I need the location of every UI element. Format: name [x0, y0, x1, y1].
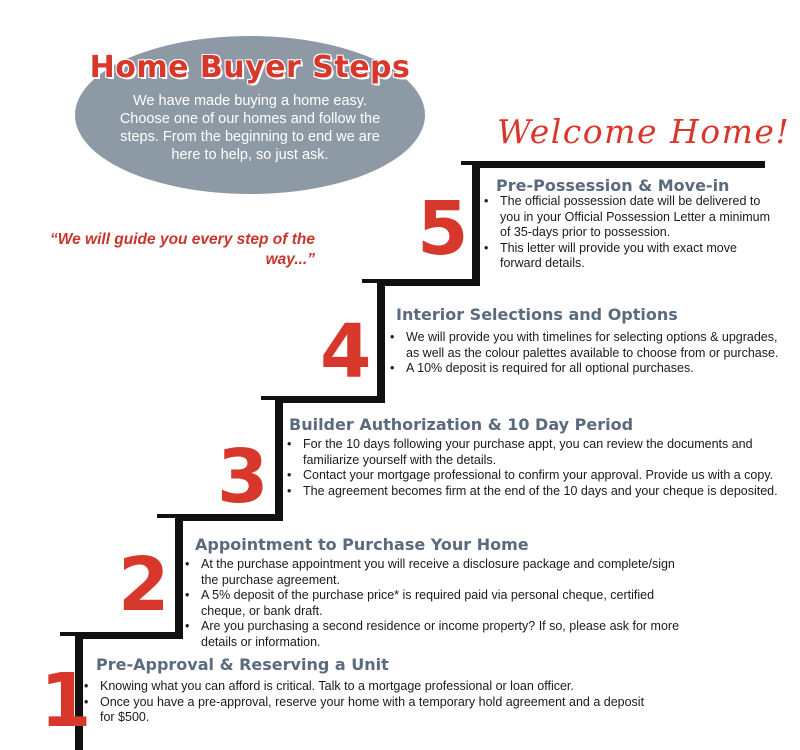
- intro-text: We have made buying a home easy. Choose one of our homes and follow the steps. From the beginning to end we are here to help, so just ask.: [119, 93, 381, 163]
- list-item: • Knowing what you can afford is critical. Talk to a mortgage professional or loan officer.: [82, 679, 662, 695]
- list-item: • At the purchase appointment you will receive a disclosure package and complete/sign the purchase agreement.: [183, 557, 683, 588]
- step-title-1: Pre-Approval & Reserving a Unit: [96, 655, 389, 674]
- step-title-3: Builder Authorization & 10 Day Period: [289, 415, 634, 434]
- step-title-2: Appointment to Purchase Your Home: [195, 535, 529, 554]
- step-bullets-3: [285, 437, 785, 499]
- list-item: • We will provide you with timelines for selecting options & upgrades, as well as the colour palettes available to choose from or purchase.: [388, 330, 788, 361]
- step-title-5: Pre-Possession & Move-in: [496, 176, 730, 195]
- list-item: • A 10% deposit is required for all optional purchases.: [388, 361, 788, 377]
- list-item: • The official possession date will be delivered to you in your Official Possession Letter a minimum of 35-days prior to possession.: [482, 194, 782, 241]
- step-number-3: 3: [217, 434, 269, 520]
- step-bullets-4: [388, 330, 788, 377]
- welcome-heading: Welcome Home!: [497, 112, 791, 151]
- step-title-4: Interior Selections and Options: [396, 305, 678, 324]
- list-item: • A 5% deposit of the purchase price* is required paid via personal cheque, certified cheque, or bank draft.: [183, 588, 683, 619]
- list-item: • The agreement becomes firm at the end of the 10 days and your cheque is deposited.: [285, 484, 785, 500]
- page-title: Home Buyer Steps: [89, 50, 411, 85]
- step-number-1: 1: [40, 658, 92, 744]
- step-bullets-5: [482, 194, 782, 272]
- list-item: • Once you have a pre-approval, reserve your home with a temporary hold agreement and a deposit for $500.: [82, 695, 662, 726]
- list-item: • Contact your mortgage professional to confirm your approval. Provide us with a copy.: [285, 468, 785, 484]
- step-number-2: 2: [118, 542, 170, 628]
- guide-quote: “We will guide you every step of the way...”: [50, 231, 315, 268]
- list-item: • This letter will provide you with exact move forward details.: [482, 241, 782, 272]
- list-item: • For the 10 days following your purchase appt, you can review the documents and familiarize yourself with the details.: [285, 437, 785, 468]
- list-item: • Are you purchasing a second residence or income property? If so, please ask for more details or information.: [183, 619, 683, 650]
- step-number-5: 5: [417, 186, 469, 272]
- step-bullets-2: [183, 557, 683, 650]
- step-number-4: 4: [320, 309, 372, 395]
- step-bullets-1: [82, 679, 662, 726]
